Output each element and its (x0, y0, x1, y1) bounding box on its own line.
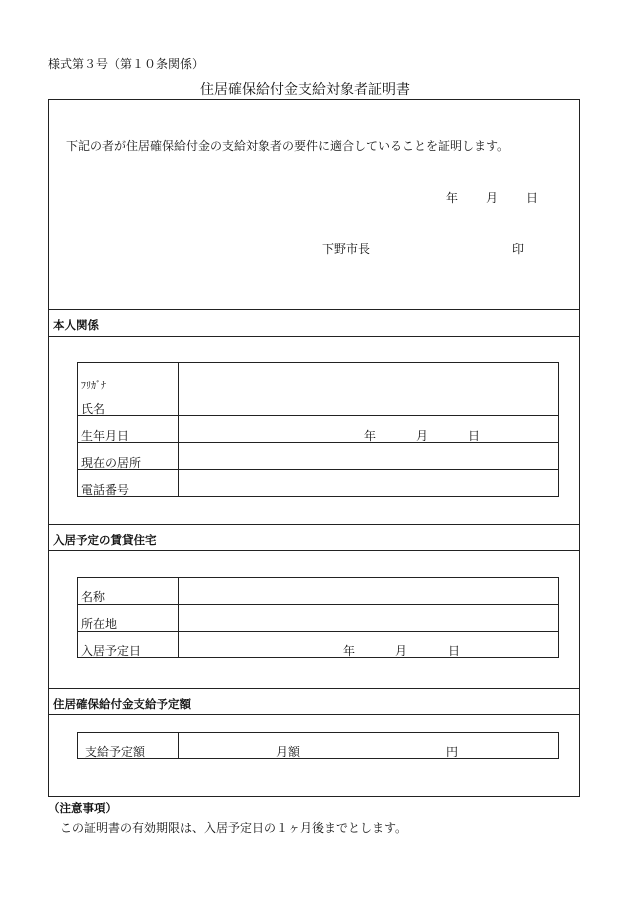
divider (48, 714, 580, 715)
address-label: 現在の居所 (81, 456, 142, 470)
divider (48, 550, 580, 551)
table-row-divider (77, 604, 559, 605)
notes-text: この証明書の有効期限は、入居予定日の１ヶ月後までとします。 (60, 821, 408, 835)
table-row-divider (77, 469, 559, 470)
housing-table (77, 577, 559, 658)
document-title: 住居確保給付金支給対象者証明書 (200, 82, 410, 98)
yen-label: 円 (446, 745, 459, 759)
benefit-table (77, 732, 559, 759)
divider (48, 524, 580, 525)
birth-day-label: 日 (468, 429, 481, 443)
birthdate-label: 生年月日 (81, 429, 130, 443)
section-heading-benefit: 住居確保給付金支給予定額 (53, 697, 191, 711)
person-table (77, 362, 559, 497)
issuer-name: 下野市長 (322, 242, 371, 256)
divider (48, 688, 580, 689)
move-in-month-label: 月 (395, 644, 408, 658)
name-label: 氏名 (81, 402, 106, 416)
move-in-date-label: 入居予定日 (81, 644, 142, 658)
move-in-year-label: 年 (343, 644, 356, 658)
divider (48, 336, 580, 337)
section-heading-housing: 入居予定の賃貸住宅 (53, 533, 157, 547)
table-column-divider (178, 362, 179, 497)
date-day-label: 日 (526, 191, 539, 205)
housing-name-label: 名称 (81, 590, 106, 604)
table-column-divider (178, 732, 179, 759)
furigana-label: ﾌﾘｶﾞﾅ (81, 381, 106, 392)
table-row-divider (77, 415, 559, 416)
divider (48, 309, 580, 310)
move-in-day-label: 日 (448, 644, 461, 658)
table-row-divider (77, 442, 559, 443)
notes-heading: （注意事項） (48, 801, 117, 815)
date-year-label: 年 (446, 191, 459, 205)
date-month-label: 月 (486, 191, 499, 205)
form-number: 様式第３号（第１０条関係） (48, 57, 205, 71)
certificate-statement: 下記の者が住居確保給付金の支給対象者の要件に適合していることを証明します。 (66, 139, 510, 153)
benefit-amount-label: 支給予定額 (85, 745, 146, 759)
section-heading-person: 本人関係 (53, 318, 99, 332)
phone-label: 電話番号 (81, 483, 130, 497)
table-row-divider (77, 631, 559, 632)
birth-year-label: 年 (364, 429, 377, 443)
monthly-label: 月額 (276, 745, 301, 759)
seal-mark: 印 (512, 242, 525, 256)
housing-location-label: 所在地 (81, 617, 118, 631)
table-column-divider (178, 577, 179, 658)
birth-month-label: 月 (416, 429, 429, 443)
